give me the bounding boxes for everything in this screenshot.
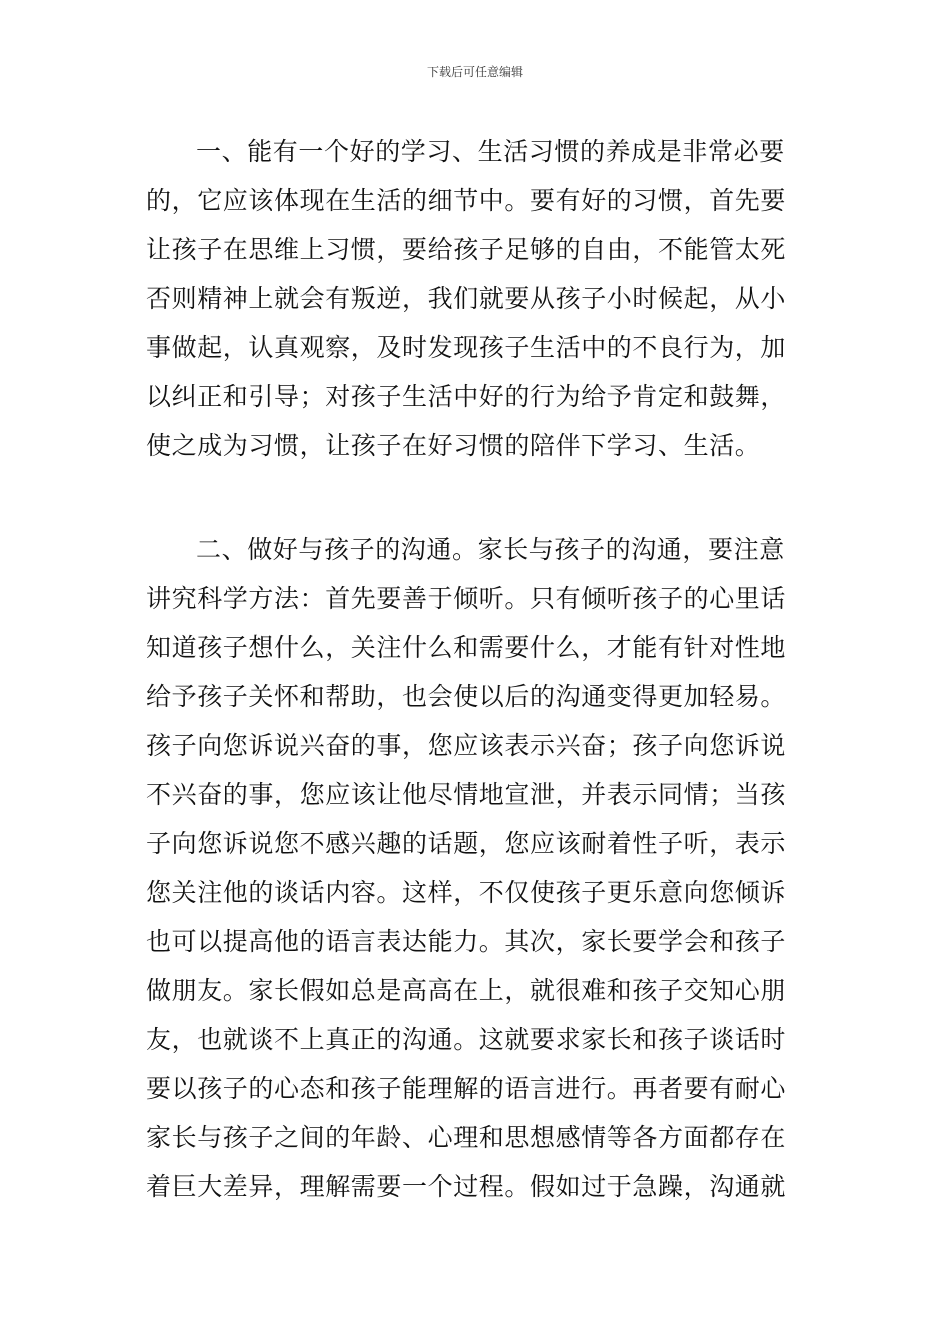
paragraph-line: 否则精神上就会有叛逆，我们就要从孩子小时候起，从小	[146, 284, 787, 313]
paragraph-line: 的，它应该体现在生活的细节中。要有好的习惯，首先要	[146, 186, 787, 215]
paragraph-line: 一、能有一个好的学习、生活习惯的养成是非常必要	[196, 137, 785, 166]
paragraph-line: 做朋友。家长假如总是高高在上，就很难和孩子交知心朋	[146, 976, 787, 1005]
paragraph-line: 知道孩子想什么，关注什么和需要什么，才能有针对性地	[146, 633, 787, 662]
paragraph-communication	[146, 525, 806, 1211]
paragraph-habits	[146, 127, 806, 470]
paragraph-line: 讲究科学方法：首先要善于倾听。只有倾听孩子的心里话	[146, 584, 787, 613]
paragraph-line: 友，也就谈不上真正的沟通。这就要求家长和孩子谈话时	[146, 1025, 787, 1054]
paragraph-line: 不兴奋的事，您应该让他尽情地宣泄，并表示同情；当孩	[146, 780, 787, 809]
paragraph-line: 子向您诉说您不感兴趣的话题，您应该耐着性子听，表示	[146, 829, 787, 858]
paragraph-line: 事做起，认真观察，及时发现孩子生活中的不良行为，加	[146, 333, 787, 362]
paragraph-line: 给予孩子关怀和帮助，也会使以后的沟通变得更加轻易。	[146, 682, 787, 711]
page-header: 下载后可任意编辑	[426, 65, 523, 79]
paragraph-line: 要以孩子的心态和孩子能理解的语言进行。再者要有耐心	[146, 1074, 787, 1103]
paragraph-line: 使之成为习惯，让孩子在好习惯的陪伴下学习、生活。	[146, 431, 761, 460]
paragraph-line: 以纠正和引导；对孩子生活中好的行为给予肯定和鼓舞，	[146, 382, 787, 411]
paragraph-line: 您关注他的谈话内容。这样，不仅使孩子更乐意向您倾诉	[146, 878, 787, 907]
paragraph-line: 让孩子在思维上习惯，要给孩子足够的自由，不能管太死	[146, 235, 787, 264]
paragraph-line: 着巨大差异，理解需要一个过程。假如过于急躁，沟通就	[146, 1172, 787, 1201]
paragraph-line: 孩子向您诉说兴奋的事，您应该表示兴奋；孩子向您诉说	[146, 731, 787, 760]
paragraph-line: 家长与孩子之间的年龄、心理和思想感情等各方面都存在	[146, 1123, 787, 1152]
paragraph-line: 也可以提高他的语言表达能力。其次，家长要学会和孩子	[146, 927, 787, 956]
paragraph-line: 二、做好与孩子的沟通。家长与孩子的沟通，要注意	[196, 535, 785, 564]
